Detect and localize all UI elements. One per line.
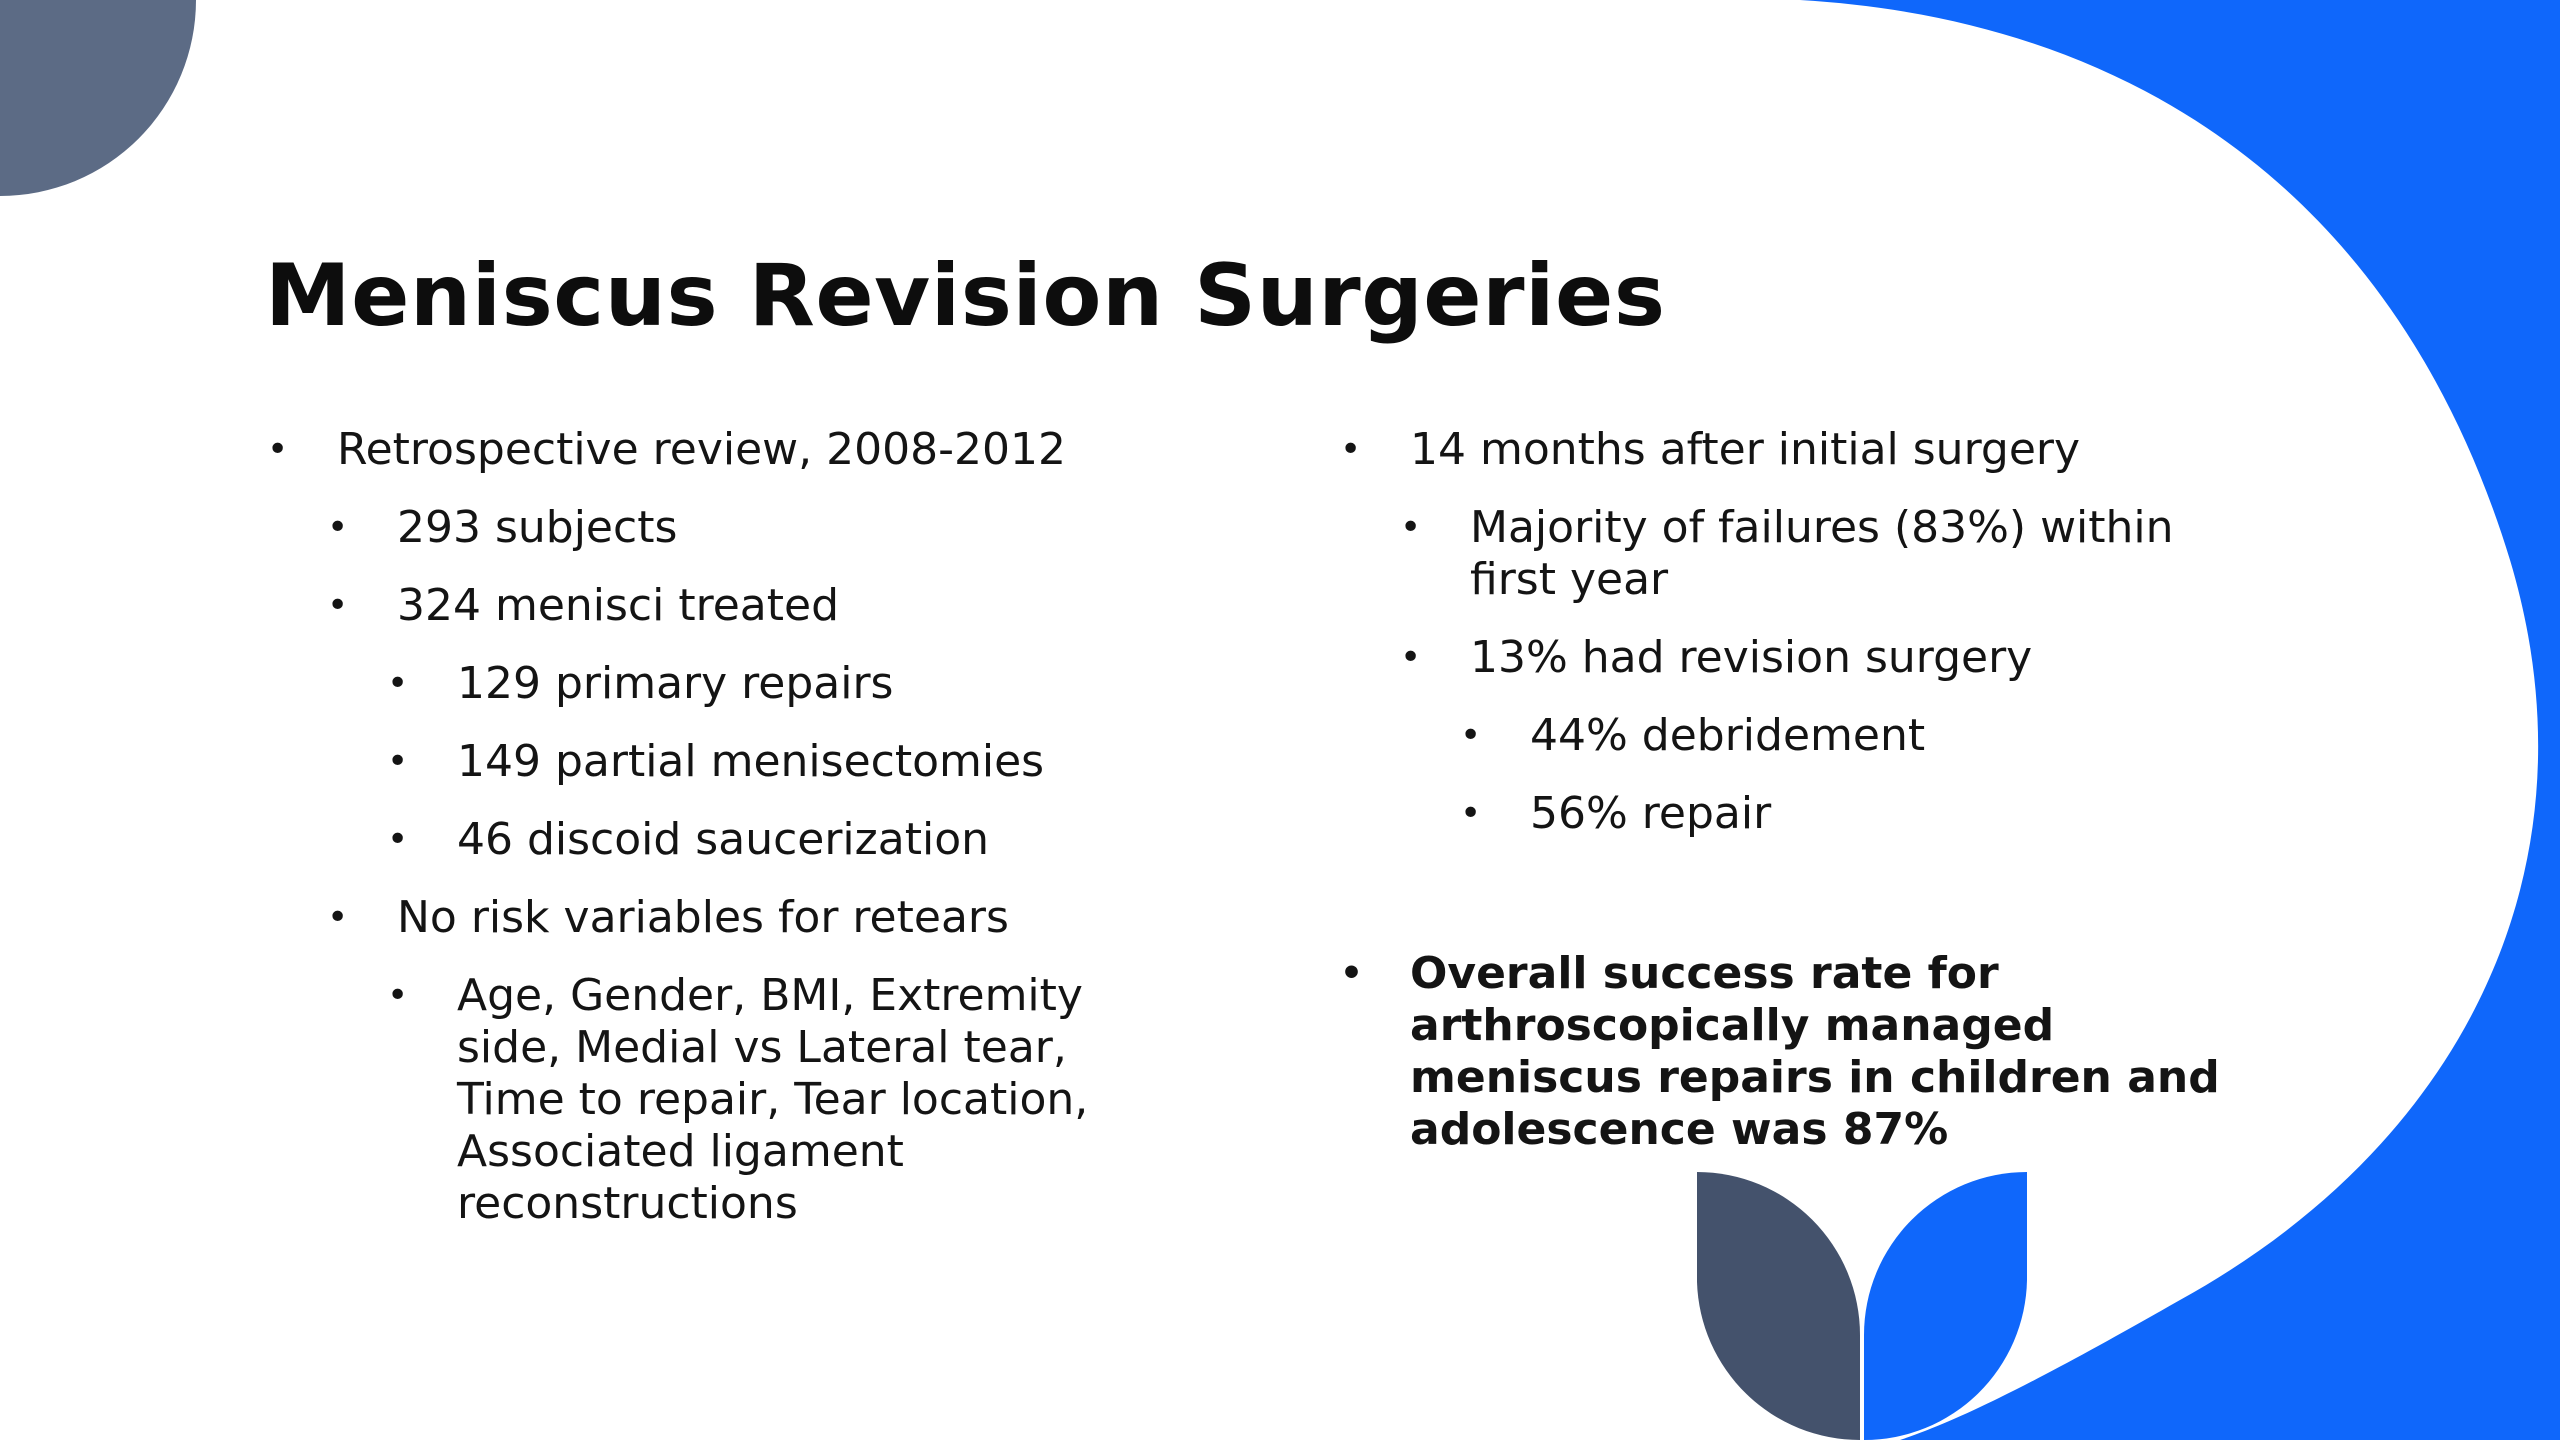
bullet-item: • 14 months after initial surgery	[1338, 424, 2278, 476]
dark-leaf-shape	[1697, 1172, 1860, 1440]
left-bullet-list	[265, 424, 1165, 1256]
bullet-item: • Majority of failures (83%) within first year	[1338, 502, 2230, 606]
bullet-item: • 324 menisci treated	[265, 580, 1165, 632]
bullet-item: • 46 discoid saucerization	[265, 814, 1165, 866]
bullet-item: • Age, Gender, BMI, Extremity side, Medial vs Lateral tear, Time to repair, Tear location, Associated ligament reconstructions	[265, 970, 1117, 1230]
bullet-item: • 13% had revision surgery	[1338, 632, 2278, 684]
bullet-item: • 293 subjects	[265, 502, 1165, 554]
slide-title: Meniscus Revision Surgeries	[265, 246, 1666, 346]
bullet-item: • Retrospective review, 2008-2012	[265, 424, 1165, 476]
bullet-item: • 56% repair	[1338, 788, 2278, 840]
right-bullet-list	[1338, 424, 2278, 1182]
bullet-item: • 44% debridement	[1338, 710, 2278, 762]
summary-bullet: • Overall success rate for arthroscopically managed meniscus repairs in children and adolescence was 87%	[1338, 948, 2270, 1156]
bullet-item: • No risk variables for retears	[265, 892, 1165, 944]
bullet-item: • 149 partial menisectomies	[265, 736, 1165, 788]
corner-circle-shape	[0, 0, 196, 196]
bullet-item: • 129 primary repairs	[265, 658, 1165, 710]
